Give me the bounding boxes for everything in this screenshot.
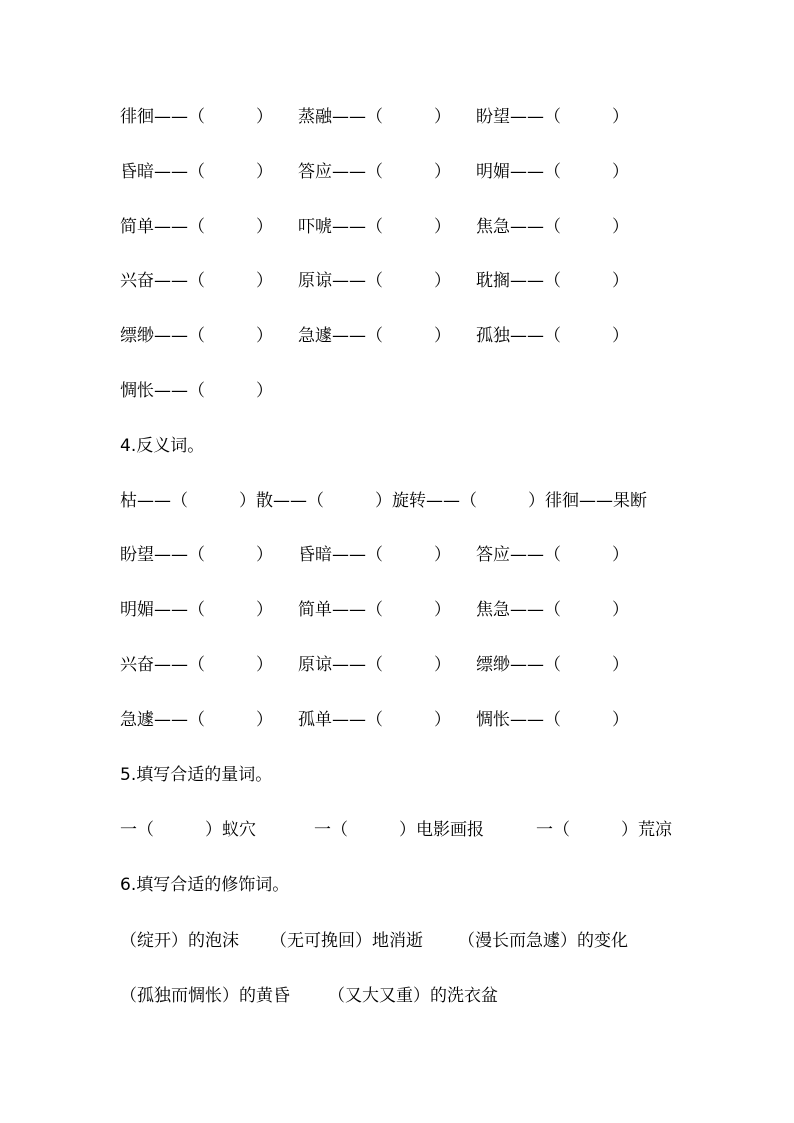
- exercise-item: 急遽——（ ）: [298, 326, 451, 346]
- exercise-item: 吓唬——（ ）: [298, 217, 451, 237]
- section-heading-antonyms: 4.反义词。: [120, 436, 205, 456]
- synonym-row: [120, 379, 273, 403]
- synonym-row: [120, 105, 629, 129]
- exercise-item: （无可挽回）地消逝: [270, 931, 423, 951]
- exercise-item: 急遽——（ ）: [120, 710, 273, 730]
- exercise-item: 明媚——（ ）: [120, 600, 273, 620]
- exercise-item: 兴奋——（ ）: [120, 655, 273, 675]
- exercise-item: （又大又重）的洗衣盆: [328, 986, 498, 1006]
- exercise-item: 昏暗——（ ）: [120, 162, 273, 182]
- section-heading-measure-words: 5.填写合适的量词。: [120, 765, 273, 785]
- exercise-item: 徘徊——（ ）: [120, 107, 273, 127]
- antonym-row: [120, 708, 629, 732]
- synonym-row: [120, 269, 629, 293]
- exercise-item: 一（ ）荒凉: [536, 820, 672, 840]
- exercise-item: 一（ ）电影画报: [314, 820, 484, 840]
- exercise-item: 明媚——（ ）: [476, 162, 629, 182]
- exercise-item: 原谅——（ ）: [298, 271, 451, 291]
- exercise-item: 惆怅——（ ）: [120, 381, 273, 401]
- antonym-first-line: 枯——（ ）散——（ ）旋转——（ ）徘徊——果断: [120, 491, 647, 511]
- exercise-item: 焦急——（ ）: [476, 217, 629, 237]
- exercise-item: 孤独——（ ）: [476, 326, 629, 346]
- measure-word-row: [120, 818, 672, 842]
- modifier-row: [120, 929, 628, 953]
- exercise-item: 答应——（ ）: [476, 545, 629, 565]
- exercise-item: （孤独而惆怅）的黄昏: [120, 986, 290, 1006]
- exercise-item: 焦急——（ ）: [476, 600, 629, 620]
- synonym-row: [120, 324, 629, 348]
- exercise-item: （绽开）的泡沫: [120, 931, 239, 951]
- antonym-row: [120, 653, 629, 677]
- section-heading-modifiers: 6.填写合适的修饰词。: [120, 875, 290, 895]
- exercise-item: 缥缈——（ ）: [476, 655, 629, 675]
- exercise-item: 蒸融——（ ）: [298, 107, 451, 127]
- exercise-item: 简单——（ ）: [298, 600, 451, 620]
- exercise-item: 答应——（ ）: [298, 162, 451, 182]
- exercise-item: 昏暗——（ ）: [298, 545, 451, 565]
- exercise-item: 耽搁——（ ）: [476, 271, 629, 291]
- exercise-item: （漫长而急遽）的变化: [458, 931, 628, 951]
- antonym-row: [120, 598, 629, 622]
- exercise-item: 兴奋——（ ）: [120, 271, 273, 291]
- exercise-item: 一（ ）蚁穴: [120, 820, 256, 840]
- exercise-item: 惆怅——（ ）: [476, 710, 629, 730]
- synonym-row: [120, 215, 629, 239]
- exercise-item: 原谅——（ ）: [298, 655, 451, 675]
- exercise-item: 盼望——（ ）: [476, 107, 629, 127]
- exercise-item: 缥缈——（ ）: [120, 326, 273, 346]
- synonym-row: [120, 160, 629, 184]
- modifier-row: [120, 984, 498, 1008]
- exercise-item: 简单——（ ）: [120, 217, 273, 237]
- exercise-item: 孤单——（ ）: [298, 710, 451, 730]
- exercise-item: 盼望——（ ）: [120, 545, 273, 565]
- antonym-row: [120, 543, 629, 567]
